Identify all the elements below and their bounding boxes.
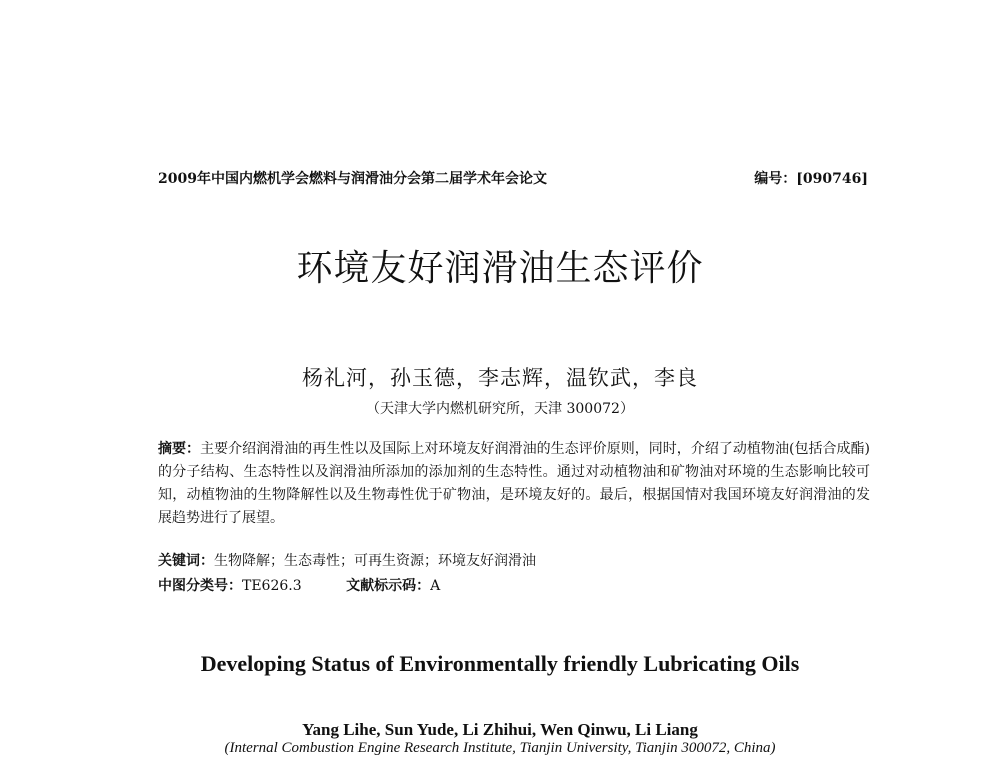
clc-value: TE626.3: [242, 578, 302, 594]
keywords-section: [158, 551, 870, 571]
conference-line: 2009年中国内燃机学会燃料与润滑油分会第二届学术年会论文: [158, 171, 547, 187]
abstract-label: 摘要：: [158, 441, 201, 457]
paper-title: 环境友好润滑油生态评价: [296, 248, 704, 289]
keywords-label: 关键词：: [158, 553, 214, 569]
keywords-text: 生物降解；生态毒性；可再生资源；环境友好润滑油: [214, 553, 536, 569]
clc-block: [158, 576, 302, 596]
abstract-section: [158, 438, 870, 530]
english-affiliation: (Internal Combustion Engine Research Institute, Tianjin University, Tianjin 300072, China): [224, 740, 776, 756]
document-code-block: [346, 576, 440, 596]
clc-label: 中图分类号：: [158, 578, 242, 594]
author-list: 杨礼河，孙玉德，李志辉，温钦武，李良: [302, 366, 698, 390]
english-authors: Yang Lihe, Sun Yude, Li Zhihui, Wen Qinwu, Li Liang: [302, 720, 698, 739]
english-title: Developing Status of Environmentally friendly Lubricating Oils: [200, 651, 800, 676]
document-code-label: 文献标示码：: [346, 578, 431, 594]
classification-section: [158, 576, 870, 596]
abstract-text: 主要介绍润滑油的再生性以及国际上对环境友好润滑油的生态评价原则，同时，介绍了动植物油(包括合成酯)的分子结构、生态特性以及润滑油所添加的添加剂的生态特性。通过对动植物油和矿物油对环境的生态影响比较可知，动植物油的生物降解性以及生物毒性优于矿物油，是环境友好的。最后，根据国情对我国环境友好润滑油的发展趋势进行了展望。: [158, 441, 871, 526]
paper-number: 编号：[090746]: [754, 171, 868, 187]
document-code-value: A: [430, 578, 441, 594]
paper-header: [158, 168, 868, 190]
author-affiliation: （天津大学内燃机研究所，天津 300072）: [366, 401, 634, 417]
